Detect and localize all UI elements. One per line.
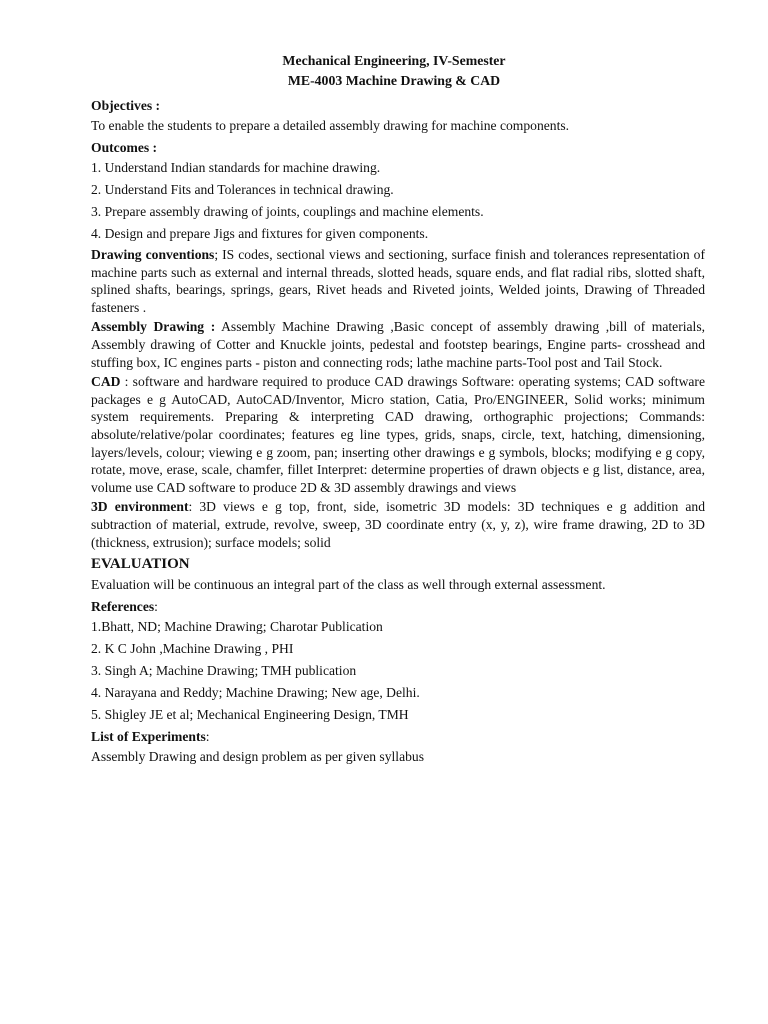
section-text: Assembly Machine Drawing ,Basic concept of assembly drawing ,bill of materials, Assembly drawing of Cotter and Knuckle joints, pedestal and footstep bearings, Engine parts- crosshead and stuffing box, IC engines parts - piston and connecting rods; lathe machine parts-Tool post and Tail Stock. [91,319,706,370]
evaluation-heading: EVALUATION [91,556,190,573]
document-title-line1: Mechanical Engineering, IV-Semester [282,53,506,68]
outcome-item: 1. Understand Indian standards for machine drawing. [91,160,381,175]
section-label: CAD [91,374,121,390]
reference-item: 1.Bhatt, ND; Machine Drawing; Charotar Publication [91,619,383,635]
experiments-heading-label: List of Experiments [91,729,206,745]
section-text: ; IS codes, sectional views and sectioning, surface finish and tolerances representation of machine parts such as external and internal threads, slotted heads, square ends, and flat radial ribs, slotted shaft, splined shafts, bearings, springs, gears, Rivet heads and Riveted joints, Welded joints, Drawing of Threaded fasteners . [91,247,705,315]
reference-item: 5. Shigley JE et al; Mechanical Engineering Design, TMH [91,707,409,723]
reference-item: 4. Narayana and Reddy; Machine Drawing; New age, Delhi. [91,685,420,701]
experiments-text: Assembly Drawing and design problem as per given syllabus [91,749,424,765]
section-label: Assembly Drawing : [91,319,216,335]
cad-section [91,373,705,496]
3d-environment-section [91,498,705,551]
objectives-text: To enable the students to prepare a detailed assembly drawing for machine components. [91,118,570,133]
document-page [91,51,705,769]
reference-item: 3. Singh A; Machine Drawing; TMH publication [91,663,357,679]
section-text: : 3D views e g top, front, side, isometric 3D models: 3D techniques e g addition and subtraction of material, extrude, revolve, sweep, 3D coordinate entry (x, y, z), wire frame drawing, 2D to 3D (thickness, extrusion); surface models; solid [91,499,705,550]
objectives-heading: Objectives : [91,98,161,113]
experiments-heading [91,727,705,747]
outcome-item: 3. Prepare assembly drawing of joints, couplings and machine elements. [91,204,484,219]
evaluation-text: Evaluation will be continuous an integral part of the class as well through external assessment. [91,577,606,593]
section-label: 3D environment [91,499,189,515]
assembly-drawing-section [91,318,705,371]
experiments-heading-colon: : [205,729,210,745]
outcome-item: 2. Understand Fits and Tolerances in technical drawing. [91,182,394,197]
outcomes-heading: Outcomes : [91,140,158,155]
reference-item: 2. K C John ,Machine Drawing , PHI [91,641,294,657]
references-heading [91,597,705,617]
references-heading-label: References [91,599,155,615]
section-text: : software and hardware required to produce CAD drawings Software: operating systems; CAD software packages e g AutoCAD, AutoCAD/Inventor, Micro station, Catia, Pro/ENGINEER, Solid works; minimum system requirements. Preparing & interpreting CAD drawing, orthographic projections; Commands: absolute/relative/polar coordinates; features eg line types, grids, snaps, circle, text, hatching, dimensioning, layers/levels, colour; viewing e g zoom, pan; inserting other drawings e g symbols, blocks; modifying e g copy, rotate, move, erase, scale, chamfer, fillet Interpret: determine properties of drawn objects e g list, distance, area, volume use CAD software to produce 2D & 3D assembly drawings and views [91,374,705,495]
document-title-line2: ME-4003 Machine Drawing & CAD [287,73,501,88]
outcome-item: 4. Design and prepare Jigs and fixtures for given components. [91,226,429,241]
section-label: Drawing conventions [91,247,215,262]
references-heading-colon: : [154,599,158,615]
drawing-conventions-section [91,246,705,316]
